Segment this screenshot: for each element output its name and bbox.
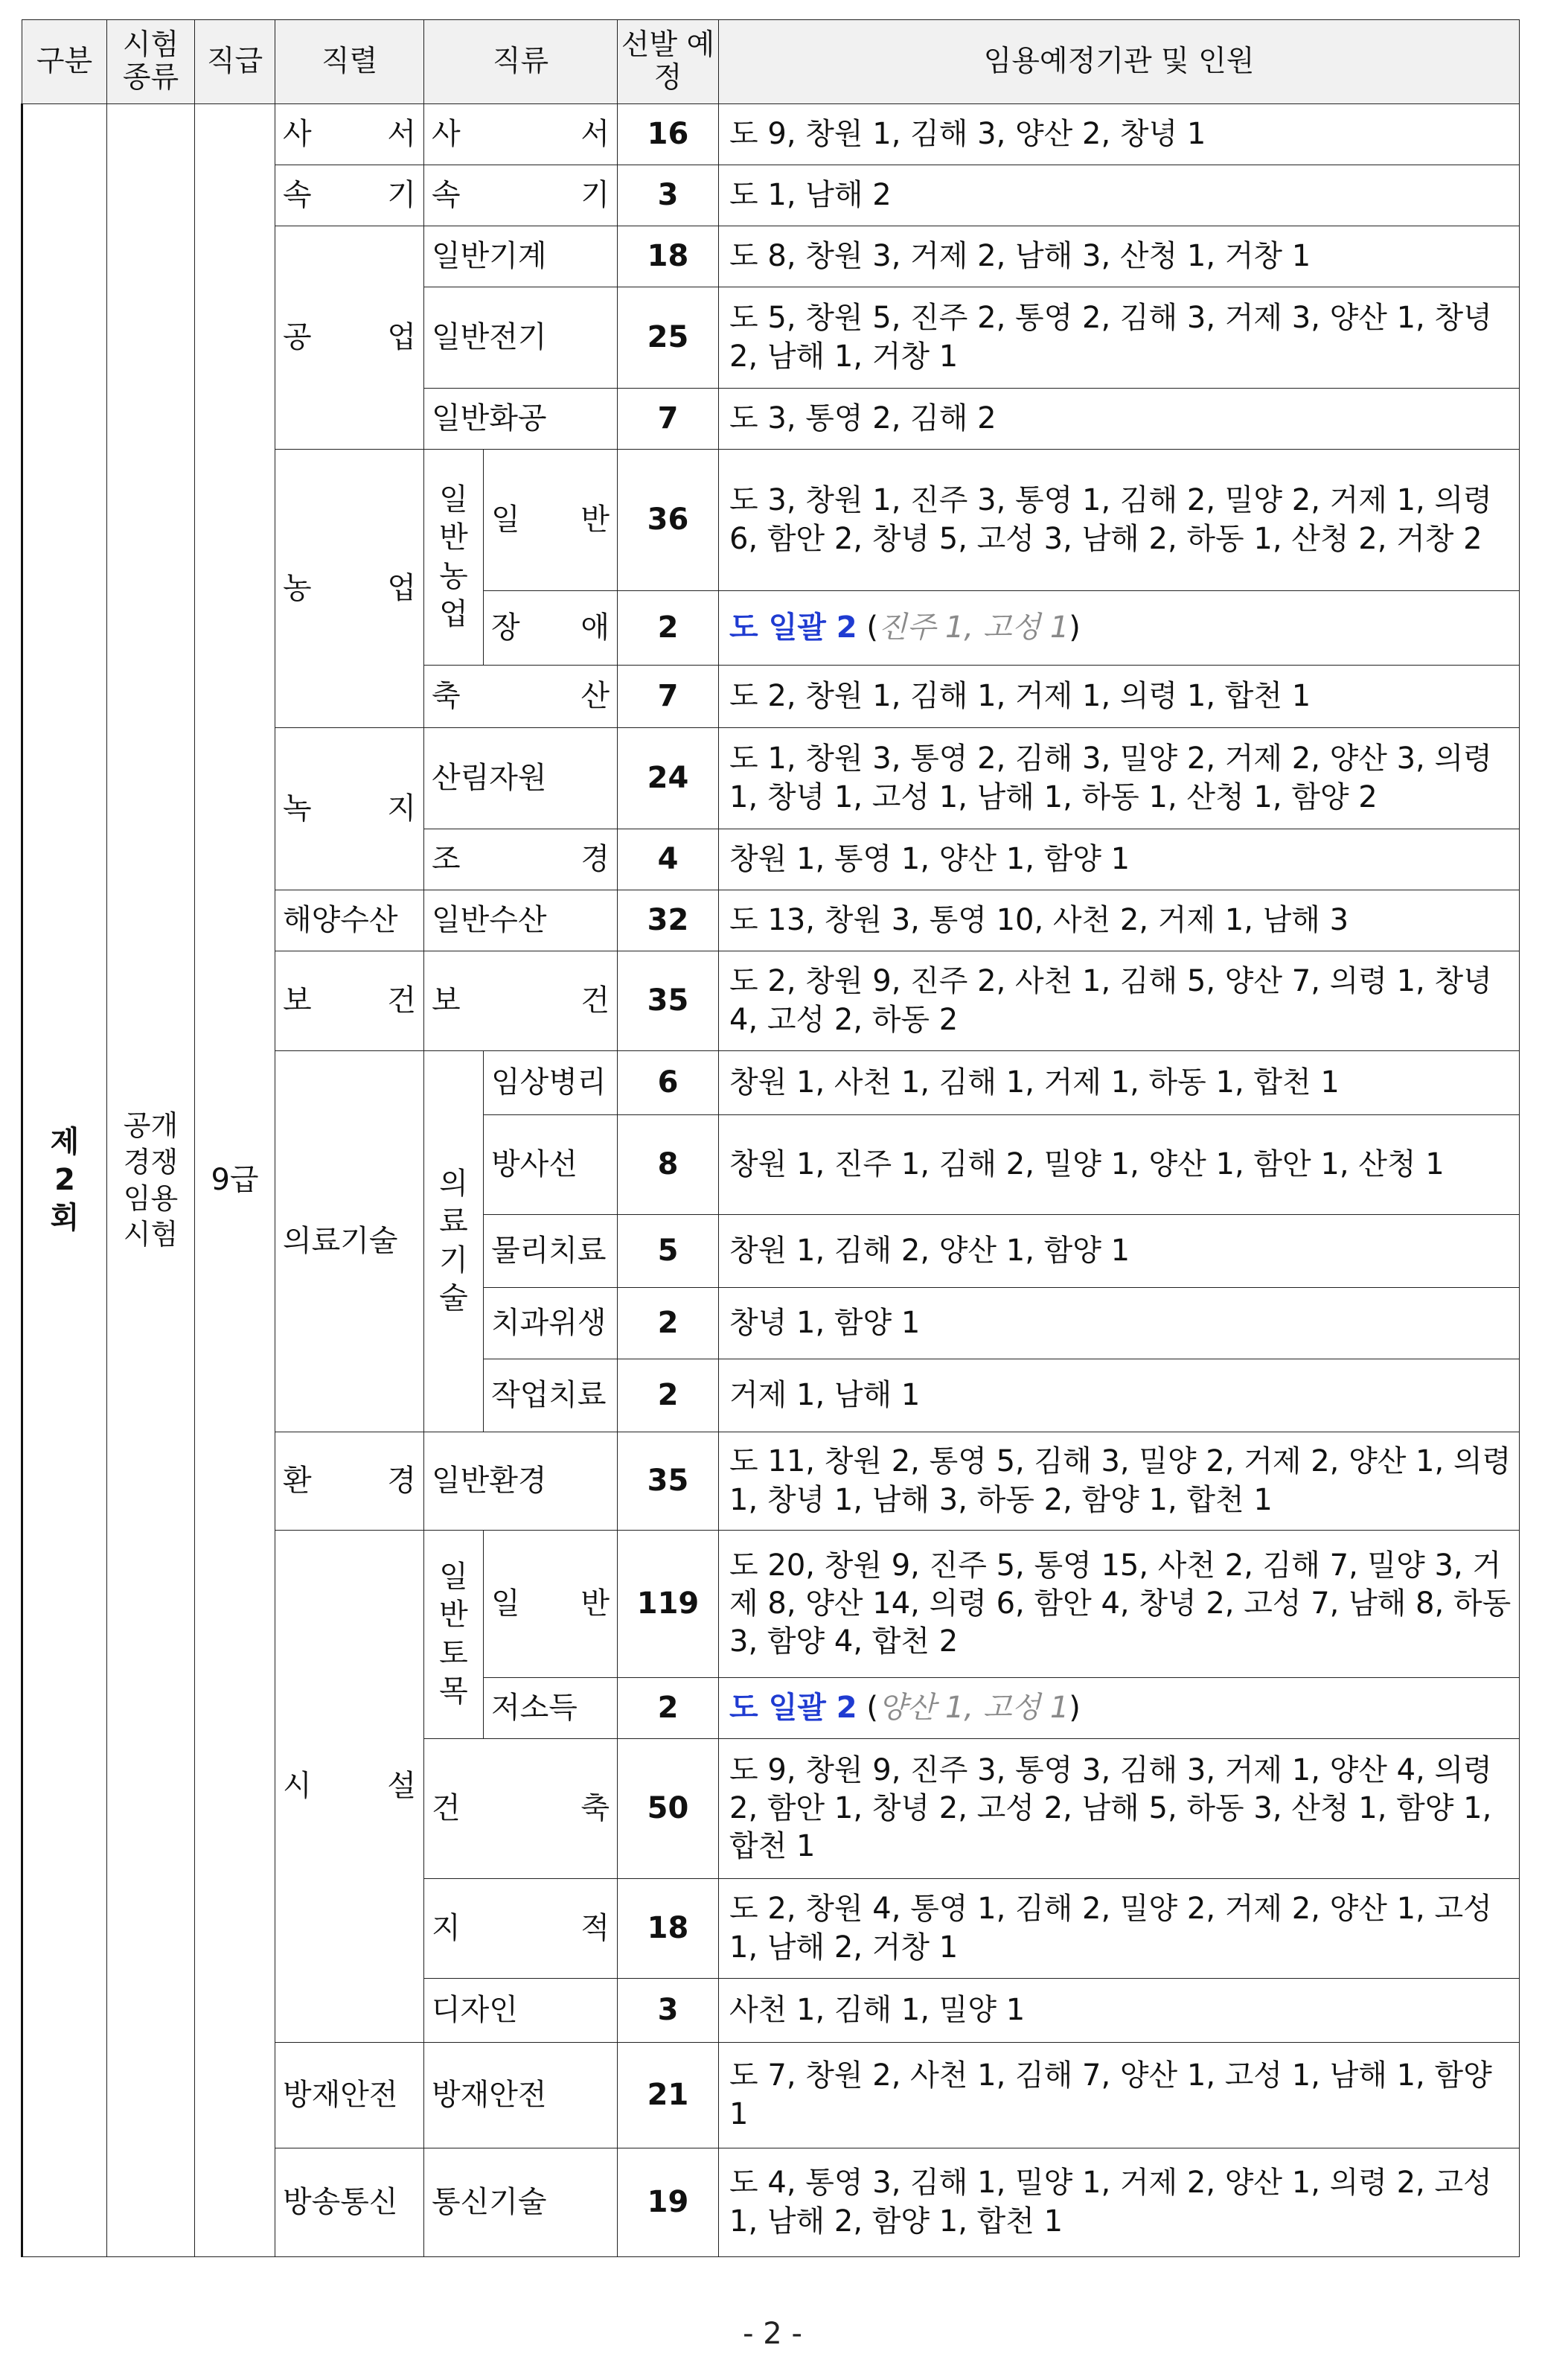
series-cell: 보 건: [275, 951, 424, 1051]
page-number: - 2 -: [743, 2317, 802, 2351]
count-cell: 2: [618, 1678, 719, 1739]
count-cell: 8: [618, 1115, 719, 1215]
org-cell: 도 3, 창원 1, 진주 3, 통영 1, 김해 2, 밀양 2, 거제 1, 의령 6, 함안 2, 창녕 5, 고성 3, 남해 2, 하동 1, 산청 2, 거창 2: [719, 450, 1520, 591]
org-close: ): [1069, 1690, 1081, 1725]
class-cell: 일반전기: [424, 287, 618, 389]
series-cell: 녹 지: [275, 728, 424, 890]
class-cell: 조 경: [424, 829, 618, 890]
series-cell: 공 업: [275, 226, 424, 450]
header-institutions: 임용예정기관 및 인원: [719, 20, 1520, 104]
table-row: [22, 104, 1520, 165]
org-open: (: [857, 610, 878, 645]
org-cell: 사천 1, 김해 1, 밀양 1: [719, 1979, 1520, 2043]
org-cell: 창원 1, 통영 1, 양산 1, 함양 1: [719, 829, 1520, 890]
series-cell: 환 경: [275, 1432, 424, 1531]
series-cell: 의료기술: [275, 1051, 424, 1432]
class-cell: 지 적: [424, 1879, 618, 1979]
org-main: 도 일괄 2: [729, 610, 857, 645]
count-cell: 25: [618, 287, 719, 389]
count-cell: 7: [618, 389, 719, 450]
count-cell: 50: [618, 1739, 719, 1879]
class-cell: 일반환경: [424, 1432, 618, 1531]
class-cell: 속 기: [424, 165, 618, 226]
org-detail: 양산 1, 고성 1: [877, 1690, 1069, 1725]
count-cell: 16: [618, 104, 719, 165]
series-cell: 방송통신: [275, 2148, 424, 2257]
series-cell: 해양수산: [275, 890, 424, 951]
class-cell: 산림자원: [424, 728, 618, 829]
class-cell: 방사선: [484, 1115, 618, 1215]
table-header-row: [22, 20, 1520, 104]
count-cell: 18: [618, 226, 719, 287]
class-cell: 보 건: [424, 951, 618, 1051]
count-cell: 7: [618, 666, 719, 728]
org-cell: 도 1, 남해 2: [719, 165, 1520, 226]
class-cell: 건 축: [424, 1739, 618, 1879]
count-cell: 36: [618, 450, 719, 591]
org-open: (: [857, 1690, 878, 1725]
count-cell: 19: [618, 2148, 719, 2257]
org-cell: 도 5, 창원 5, 진주 2, 통영 2, 김해 3, 거제 3, 양산 1, 창녕 2, 남해 1, 거창 1: [719, 287, 1520, 389]
org-cell: 도 3, 통영 2, 김해 2: [719, 389, 1520, 450]
org-cell: [719, 591, 1520, 666]
grade-cell: 9급: [195, 104, 275, 2257]
header-exam-type: 시험 종류: [107, 20, 195, 104]
class-cell: 물리치료: [484, 1215, 618, 1288]
org-main: 도 일괄 2: [729, 1690, 857, 1725]
count-cell: 21: [618, 2043, 719, 2148]
count-cell: 6: [618, 1051, 719, 1115]
header-grade: 직급: [195, 20, 275, 104]
subgroup-cell: 일반토목: [424, 1531, 484, 1739]
class-cell: 통신기술: [424, 2148, 618, 2257]
count-cell: 32: [618, 890, 719, 951]
org-cell: 창원 1, 진주 1, 김해 2, 밀양 1, 양산 1, 함안 1, 산청 1: [719, 1115, 1520, 1215]
count-cell: 4: [618, 829, 719, 890]
subgroup-cell: 의료기술: [424, 1051, 484, 1432]
count-cell: 2: [618, 1288, 719, 1359]
count-cell: 2: [618, 591, 719, 666]
class-cell: 일반수산: [424, 890, 618, 951]
count-cell: 2: [618, 1359, 719, 1432]
org-cell: 도 9, 창원 1, 김해 3, 양산 2, 창녕 1: [719, 104, 1520, 165]
class-cell: 임상병리: [484, 1051, 618, 1115]
class-cell: 방재안전: [424, 2043, 618, 2148]
org-cell: 거제 1, 남해 1: [719, 1359, 1520, 1432]
count-cell: 3: [618, 165, 719, 226]
org-cell: 도 2, 창원 1, 김해 1, 거제 1, 의령 1, 합천 1: [719, 666, 1520, 728]
class-cell: 일 반: [484, 1531, 618, 1678]
org-cell: 도 11, 창원 2, 통영 5, 김해 3, 밀양 2, 거제 2, 양산 1, 의령 1, 창녕 1, 남해 3, 하동 2, 함양 1, 합천 1: [719, 1432, 1520, 1531]
session-cell: 제2회: [22, 104, 107, 2257]
class-cell: 일반화공: [424, 389, 618, 450]
subgroup-cell: 일반농업: [424, 450, 484, 666]
recruitment-table: [21, 19, 1520, 2257]
org-cell: 도 1, 창원 3, 통영 2, 김해 3, 밀양 2, 거제 2, 양산 3, 의령 1, 창녕 1, 고성 1, 남해 1, 하동 1, 산청 1, 함양 2: [719, 728, 1520, 829]
org-cell: [719, 1678, 1520, 1739]
series-cell: 시 설: [275, 1531, 424, 2043]
class-cell: 저소득: [484, 1678, 618, 1739]
org-cell: 도 8, 창원 3, 거제 2, 남해 3, 산청 1, 거창 1: [719, 226, 1520, 287]
class-cell: 작업치료: [484, 1359, 618, 1432]
org-cell: 도 4, 통영 3, 김해 1, 밀양 1, 거제 2, 양산 1, 의령 2, 고성 1, 남해 2, 함양 1, 합천 1: [719, 2148, 1520, 2257]
count-cell: 24: [618, 728, 719, 829]
org-cell: 도 9, 창원 9, 진주 3, 통영 3, 김해 3, 거제 1, 양산 4, 의령 2, 함안 1, 창녕 2, 고성 2, 남해 5, 하동 3, 산청 1, 함양 1, 합천 1: [719, 1739, 1520, 1879]
class-cell: 사 서: [424, 104, 618, 165]
class-cell: 일 반: [484, 450, 618, 591]
count-cell: 3: [618, 1979, 719, 2043]
series-cell: 사 서: [275, 104, 424, 165]
org-cell: 창원 1, 김해 2, 양산 1, 함양 1: [719, 1215, 1520, 1288]
class-cell: 축 산: [424, 666, 618, 728]
class-cell: 장 애: [484, 591, 618, 666]
org-cell: 도 7, 창원 2, 사천 1, 김해 7, 양산 1, 고성 1, 남해 1, 함양 1: [719, 2043, 1520, 2148]
org-cell: 도 13, 창원 3, 통영 10, 사천 2, 거제 1, 남해 3: [719, 890, 1520, 951]
header-series: 직렬: [275, 20, 424, 104]
series-cell: 속 기: [275, 165, 424, 226]
count-cell: 35: [618, 951, 719, 1051]
org-detail: 진주 1, 고성 1: [877, 610, 1069, 645]
org-cell: 도 2, 창원 4, 통영 1, 김해 2, 밀양 2, 거제 2, 양산 1, 고성 1, 남해 2, 거창 1: [719, 1879, 1520, 1979]
count-cell: 119: [618, 1531, 719, 1678]
count-cell: 5: [618, 1215, 719, 1288]
header-class: 직류: [424, 20, 618, 104]
exam-type-cell: 공개경쟁임용시험: [107, 104, 195, 2257]
org-cell: 도 20, 창원 9, 진주 5, 통영 15, 사천 2, 김해 7, 밀양 3, 거제 8, 양산 14, 의령 6, 함안 4, 창녕 2, 고성 7, 남해 8, 하동 3, 함양 4, 합천 2: [719, 1531, 1520, 1678]
org-close: ): [1069, 610, 1081, 645]
count-cell: 35: [618, 1432, 719, 1531]
count-cell: 18: [618, 1879, 719, 1979]
class-cell: 일반기계: [424, 226, 618, 287]
org-cell: 창녕 1, 함양 1: [719, 1288, 1520, 1359]
header-planned: 선발 예정: [618, 20, 719, 104]
series-cell: 방재안전: [275, 2043, 424, 2148]
class-cell: 치과위생: [484, 1288, 618, 1359]
series-cell: 농 업: [275, 450, 424, 728]
org-cell: 도 2, 창원 9, 진주 2, 사천 1, 김해 5, 양산 7, 의령 1, 창녕 4, 고성 2, 하동 2: [719, 951, 1520, 1051]
header-division: 구분: [22, 20, 107, 104]
org-cell: 창원 1, 사천 1, 김해 1, 거제 1, 하동 1, 합천 1: [719, 1051, 1520, 1115]
class-cell: 디자인: [424, 1979, 618, 2043]
